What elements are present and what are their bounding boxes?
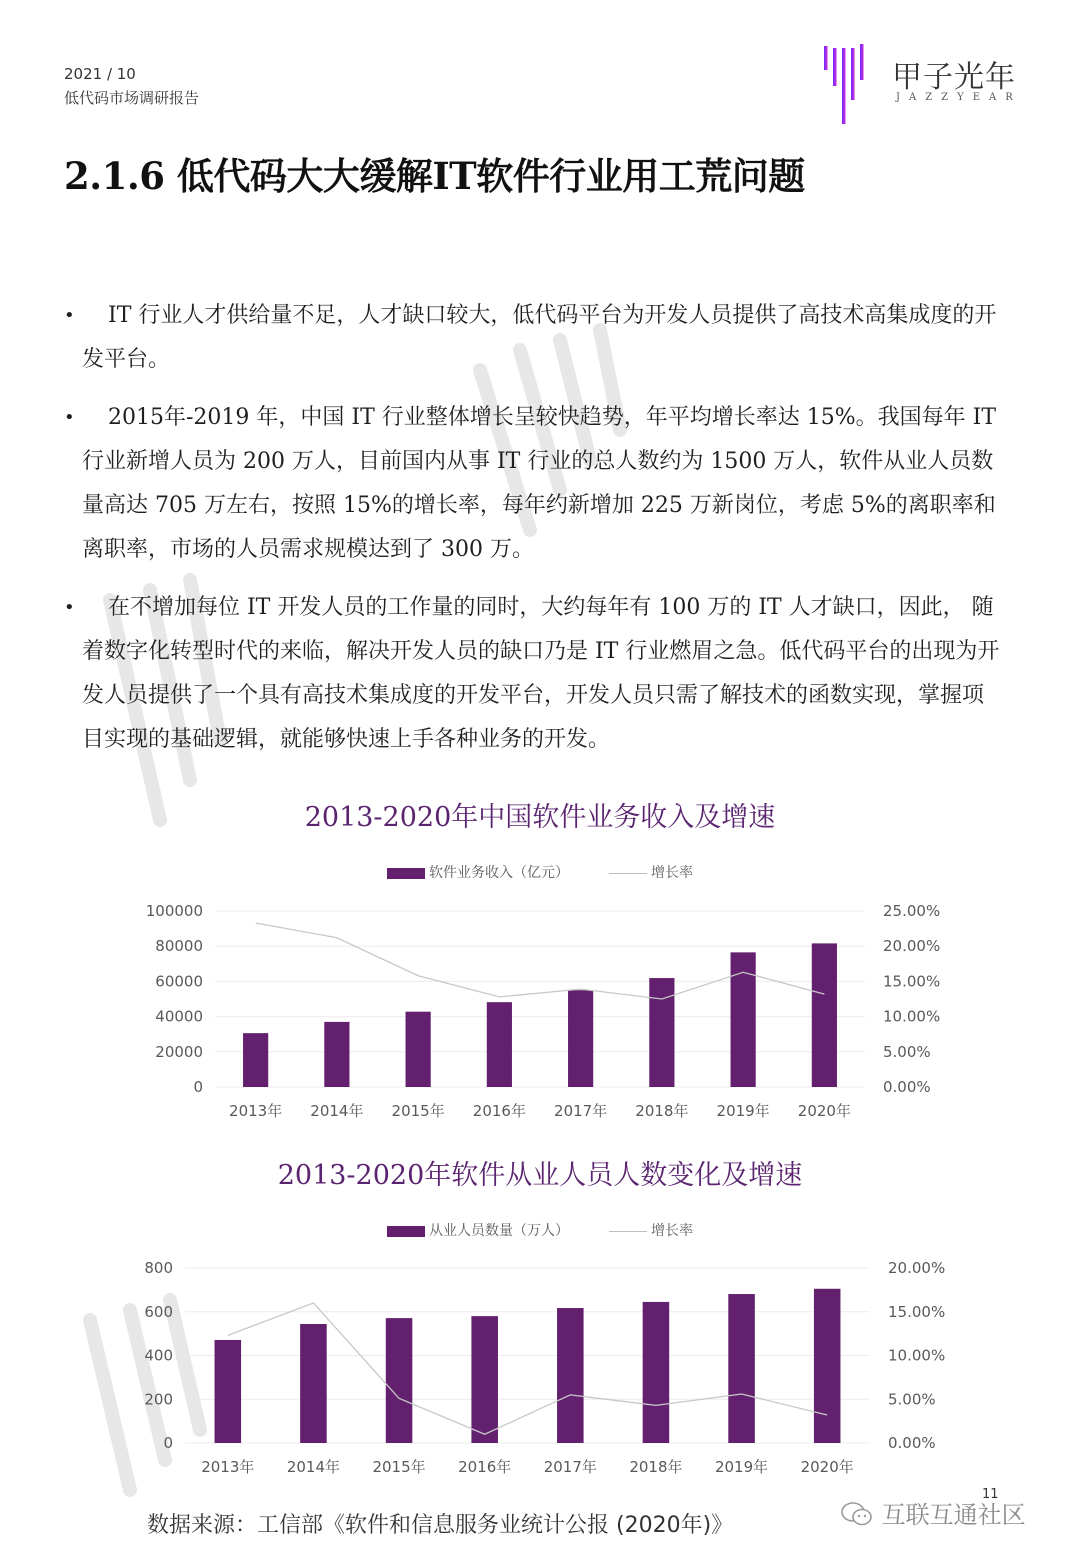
report-date: 2021 / 10 (64, 65, 136, 83)
y-axis-tick-right: 5.00% (888, 1390, 936, 1409)
y-axis-tick-right: 25.00% (883, 902, 941, 920)
chart-2-title: 2013-2020年软件从业人员人数变化及增速 (277, 1160, 803, 1191)
jazzyear-bars-logo-icon (820, 40, 880, 130)
x-axis-tick: 2013年 (229, 1102, 283, 1120)
data-bar (557, 1308, 584, 1443)
data-bar (814, 1289, 841, 1443)
data-bar (324, 1022, 349, 1087)
y-axis-tick-right: 15.00% (883, 972, 941, 991)
data-bar (728, 1294, 755, 1443)
x-axis-tick: 2019年 (714, 1458, 769, 1476)
legend-bar-label: 从业人员数量（万人） (429, 1223, 569, 1239)
bullet-text: 2015年-2019 年，中国 IT 行业整体增长呈较快趋势，年平均增长率达 15%。我国每年 IT 行业新增人员为 200 万人，目前国内从事 IT 行业的总人数约为 1500 万人，软件从业人员数量高达 705 万左右，按照 15%的增长率，每年约新增加 225 万新岗位，考虑 5%的离职率和离职率，市场的人员需求规模达到了 300 万。 (82, 405, 997, 562)
bullet-dot-icon: • (64, 305, 75, 326)
data-bar (406, 1012, 431, 1087)
bullet-item (64, 294, 1004, 382)
legend-line-label: 增长率 (651, 1223, 693, 1239)
y-axis-tick-right: 20.00% (883, 937, 941, 956)
bullet-dot-icon: • (64, 597, 75, 618)
brand-logo (820, 40, 1030, 130)
x-axis-tick: 2018年 (629, 1458, 683, 1476)
data-bar (243, 1033, 268, 1087)
x-axis-tick: 2016年 (458, 1458, 512, 1476)
bullet-item (64, 396, 1004, 572)
legend-line-swatch-icon (609, 873, 647, 874)
y-axis-tick-right: 15.00% (888, 1302, 946, 1321)
y-axis-tick-right: 10.00% (883, 1007, 941, 1026)
data-bar (487, 1002, 512, 1087)
y-axis-tick-left: 80000 (155, 937, 203, 956)
bullet-text: 在不增加每位 IT 开发人员的工作量的同时，大约每年有 100 万的 IT 人才缺口，因此， 随着数字化转型时代的来临，解决开发人员的缺口乃是 IT 行业燃眉之急。低代码平台的出现为开发人员提供了一个具有高技术集成度的开发平台，开发人员只需了解技术的函数实现，掌握项目实现的基础逻辑，就能够快速上手各种业务的开发。 (82, 595, 1000, 752)
data-bar (471, 1316, 498, 1443)
x-axis-tick: 2018年 (635, 1102, 689, 1120)
bullet-text: IT 行业人才供给量不足，人才缺口较大，低代码平台为开发人员提供了高技术高集成度的开发平台。 (82, 303, 997, 372)
legend-line-label: 增长率 (651, 865, 693, 881)
wechat-watermark (840, 1495, 1026, 1530)
data-bar (643, 1302, 670, 1443)
x-axis-tick: 2017年 (543, 1458, 597, 1476)
legend-bar-swatch-icon (387, 1226, 425, 1237)
x-axis-tick: 2020年 (800, 1458, 854, 1476)
chart-1-plot (130, 895, 960, 1130)
page-title: 2.1.6 低代码大大缓解IT软件行业用工荒问题 (64, 154, 805, 198)
y-axis-tick-right: 0.00% (888, 1434, 936, 1452)
chart-1-title: 2013-2020年中国软件业务收入及增速 (304, 802, 776, 833)
y-axis-tick-left: 60000 (155, 972, 203, 991)
data-bar (812, 943, 837, 1087)
data-bar (215, 1340, 242, 1443)
report-name: 低代码市场调研报告 (64, 89, 200, 107)
bullet-list (64, 294, 1004, 776)
y-axis-tick-left: 400 (144, 1346, 173, 1365)
y-axis-tick-left: 800 (144, 1259, 173, 1277)
chart-1-legend (0, 862, 1080, 882)
y-axis-tick-left: 600 (144, 1302, 173, 1321)
logo-text-en: JAZZYEAR (896, 92, 1022, 103)
y-axis-tick-left: 200 (144, 1390, 173, 1409)
y-axis-tick-left: 0 (163, 1434, 173, 1452)
data-source-note: 数据来源：工信部《软件和信息服务业统计公报 (2020年)》 (147, 1513, 734, 1538)
x-axis-tick: 2014年 (310, 1102, 364, 1120)
y-axis-tick-left: 40000 (155, 1007, 203, 1026)
data-bar (649, 978, 674, 1087)
chart-2-plot (130, 1253, 960, 1488)
wechat-brand-text: 互联互通社区 (881, 1501, 1026, 1529)
x-axis-tick: 2015年 (391, 1102, 445, 1120)
x-axis-tick: 2017年 (554, 1102, 608, 1120)
x-axis-tick: 2013年 (201, 1458, 255, 1476)
data-bar (386, 1318, 413, 1443)
wechat-icon (840, 1501, 874, 1527)
data-bar (568, 990, 593, 1087)
y-axis-tick-left: 20000 (155, 1042, 203, 1061)
x-axis-tick: 2020年 (797, 1102, 851, 1120)
x-axis-tick: 2016年 (472, 1102, 526, 1120)
y-axis-tick-right: 10.00% (888, 1346, 946, 1365)
data-bar (300, 1324, 327, 1443)
chart-2-legend (0, 1220, 1080, 1240)
page-number: 11 (982, 1487, 999, 1502)
x-axis-tick: 2015年 (372, 1458, 426, 1476)
x-axis-tick: 2014年 (286, 1458, 341, 1476)
logo-text-cn: 甲子光年 (892, 60, 1016, 95)
bullet-dot-icon: • (64, 407, 75, 428)
report-header (64, 62, 199, 110)
y-axis-tick-right: 5.00% (883, 1042, 931, 1061)
y-axis-tick-left: 100000 (145, 902, 203, 920)
x-axis-tick: 2019年 (716, 1102, 770, 1120)
legend-bar-label: 软件业务收入（亿元） (429, 865, 569, 881)
y-axis-tick-left: 0 (193, 1078, 203, 1096)
bullet-item (64, 586, 1004, 762)
y-axis-tick-right: 0.00% (883, 1078, 931, 1096)
y-axis-tick-right: 20.00% (888, 1259, 946, 1277)
legend-bar-swatch-icon (387, 868, 425, 879)
legend-line-swatch-icon (609, 1231, 647, 1232)
